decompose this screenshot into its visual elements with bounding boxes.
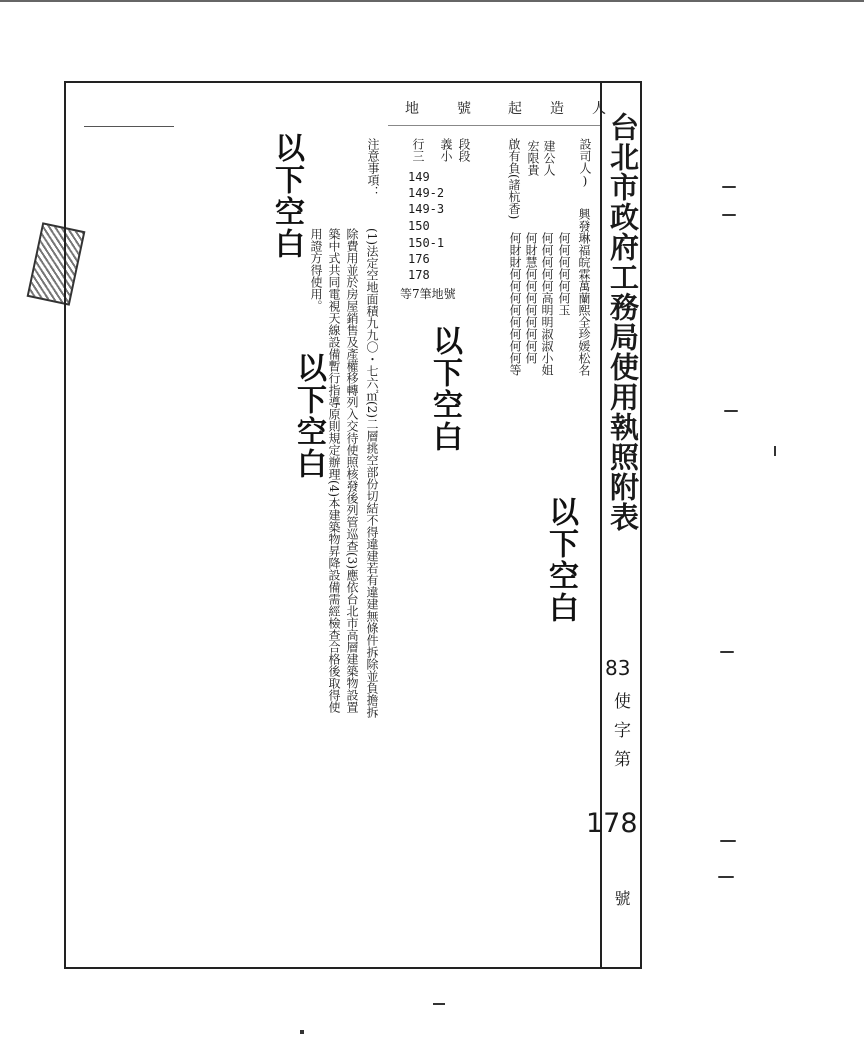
blank-mark-4: 以下空白 [543,496,578,624]
license-year: 83 [605,656,631,680]
notes-line-3: 築中式共同電視天線設備暫行指導原則規定辦理(4)本建築物昇降設備需經檢查合格後取得使 [327,228,341,713]
scan-mark [774,446,776,456]
land-number-6: 176 [408,252,430,266]
license-prefix: 使字第 [610,692,630,779]
license-number: 178 [586,808,638,839]
land-number-5: 150-1 [408,236,445,250]
document-title: 台北市政府工務局使用執照附表 [606,112,640,532]
land-section: 段段 [457,138,471,162]
applicant-col-2: 興發琳福皖霖萬蘭熙全珍媛松名 [577,208,591,376]
applicant-col-4: 何何何何何高明明淑淑小姐 [540,232,554,376]
blank-mark-3: 以下空白 [291,352,326,480]
applicant-col-6: 何財財何何何何何何何何等 [508,232,522,376]
land-subsection: 義小 [439,138,453,162]
notes-title: 注意事項： [366,138,380,198]
license-suffix: 號 [612,890,631,906]
header-rule [388,125,600,126]
scan-mark [300,1030,304,1034]
scan-mark [433,1003,445,1005]
land-tail: 等7筆地號 [400,287,456,301]
top-left-rule [84,126,174,127]
land-number-2: 149-2 [408,186,445,200]
scan-mark [0,0,864,2]
applicant-col-3: 何何何何何何玉 [557,232,571,316]
scan-mark [724,410,738,412]
notes-line-4: 用證方得使用。 [309,228,323,312]
scan-mark [722,186,736,188]
scan-mark [718,876,734,878]
scan-mark [722,214,736,216]
notes-line-2: 除費用並於房屋銷售及產權移轉列入交待使照核發後列管巡查(3)應依台北市高層建築物設置 [345,228,359,713]
applicant-col-5: 建公人 [542,140,556,176]
land-number-7: 178 [408,268,430,282]
applicant-col-7: 何財慧何何何何何何何何 [524,232,538,364]
land-xing: 行三 [411,138,425,162]
applicant-col-8: 宏限貴 [526,140,540,176]
land-number-1: 149 [408,170,430,184]
header-land: 地號 [405,101,509,117]
header-applicant: 起造人 [508,101,634,117]
applicant-col-9: 啟有負(諸杭香) [507,138,521,220]
land-number-4: 150 [408,219,430,233]
blank-mark-1: 以下空白 [269,132,304,260]
scan-mark [720,840,736,842]
blank-mark-2: 以下空白 [427,325,462,453]
applicant-col-1: 設司人) [578,138,592,188]
land-number-3: 149-3 [408,202,445,216]
scan-mark [720,651,734,653]
notes-line-1: (1)法定空地面積九九〇・七六㎡(2)二層挑空部份切結不得違建若有違建無條件拆除並負擔拆 [365,228,379,718]
